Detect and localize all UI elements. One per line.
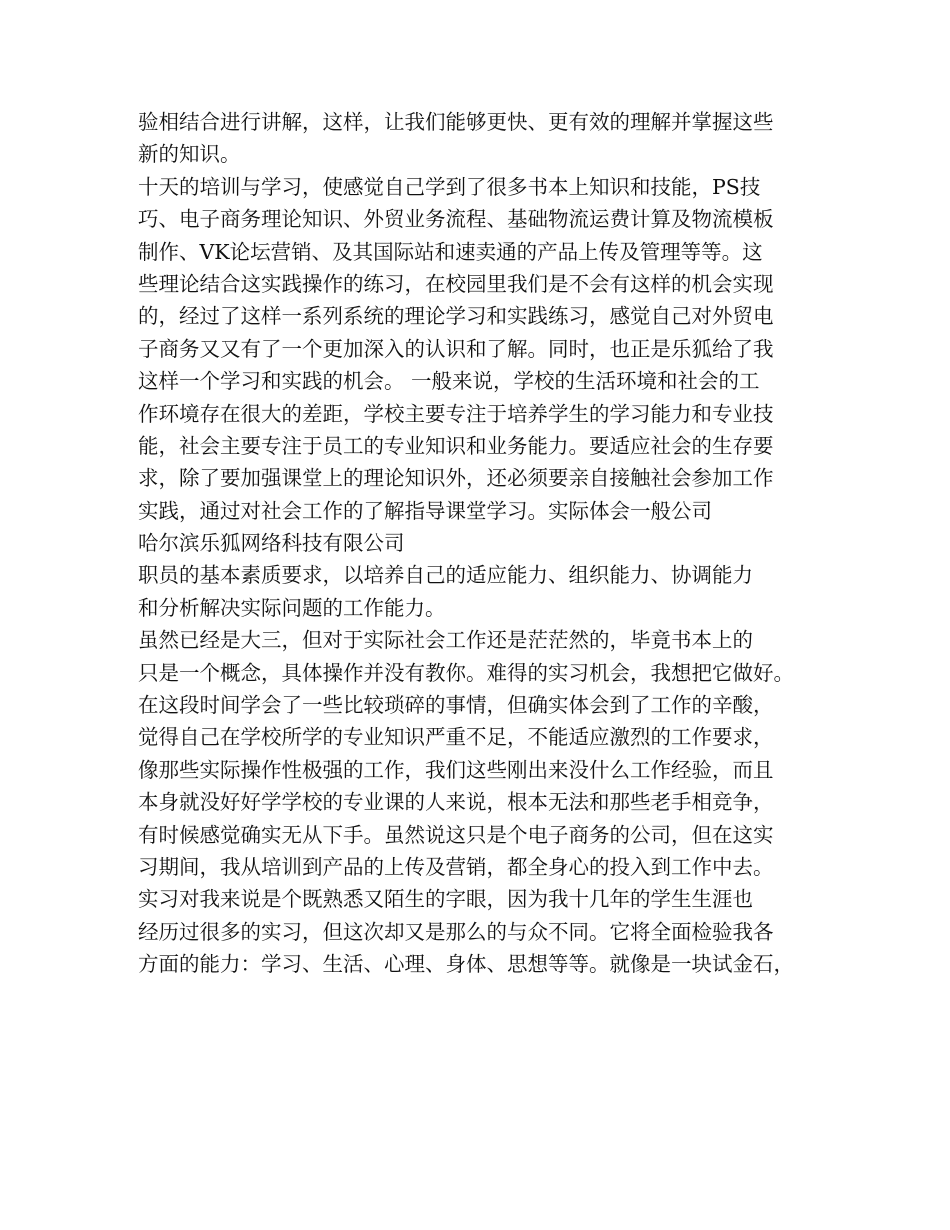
text-line: 本身就没好好学学校的专业课的人来说，根本无法和那些老手相竞争， [138, 790, 774, 815]
document-body [138, 106, 838, 981]
text-line: 实习对我来说是个既熟悉又陌生的字眼，因为我十几年的学生生涯也 [138, 887, 753, 912]
text-line: 些理论结合这实践操作的练习，在校园里我们是不会有这样的机会实现 [138, 271, 774, 296]
text-line: 这样一个学习和实践的机会。 一般来说，学校的生活环境和社会的工 [138, 369, 760, 394]
text-line: 虽然已经是大三，但对于实际社会工作还是茫茫然的，毕竟书本上的 [138, 628, 753, 653]
text-line: 像那些实际操作性极强的工作，我们这些刚出来没什么工作经验，而且 [138, 757, 774, 782]
text-line: 只是一个概念，具体操作并没有教你。难得的实习机会，我想把它做好。 [138, 660, 794, 685]
text-line: 和分析解决实际问题的工作能力。 [138, 595, 446, 620]
text-line: 的，经过了这样一系列系统的理论学习和实践练习，感觉自己对外贸电 [138, 304, 774, 329]
text-line: 十天的培训与学习，使感觉自己学到了很多书本上知识和技能，PS技 [138, 174, 761, 199]
text-line: 巧、电子商务理论知识、外贸业务流程、基础物流运费计算及物流模板 [138, 207, 774, 232]
text-line: 验相结合进行讲解，这样，让我们能够更快、更有效的理解并掌握这些 [138, 110, 774, 134]
text-line: 职员的基本素质要求，以培养自己的适应能力、组织能力、协调能力 [138, 563, 753, 588]
text-line: 子商务又又有了一个更加深入的认识和了解。同时，也正是乐狐给了我 [138, 336, 774, 361]
text-line: 新的知识。 [138, 142, 241, 167]
text-line: 实践，通过对社会工作的了解指导课堂学习。实际体会一般公司 [138, 498, 712, 523]
text-line: 有时候感觉确实无从下手。虽然说这只是个电子商务的公司，但在这实 [138, 822, 774, 847]
text-line: 习期间，我从培训到产品的上传及营销，都全身心的投入到工作中去。 [138, 854, 774, 879]
text-line: 经历过很多的实习，但这次却又是那么的与众不同。它将全面检验我各 [138, 919, 774, 944]
text-line: 觉得自己在学校所学的专业知识严重不足，不能适应激烈的工作要求， [138, 725, 774, 750]
text-line: 方面的能力：学习、生活、心理、身体、思想等等。就像是一块试金石， [138, 952, 794, 977]
text-line: 求，除了要加强课堂上的理论知识外，还必须要亲自接触社会参加工作 [138, 466, 774, 491]
text-line: 制作、VK论坛营销、及其国际站和速卖通的产品上传及管理等等。这 [138, 239, 763, 264]
text-line: 在这段时间学会了一些比较琐碎的事情，但确实体会到了工作的辛酸， [138, 693, 774, 718]
company-name-line: 哈尔滨乐狐网络科技有限公司 [138, 531, 405, 556]
text-line: 能，社会主要专注于员工的专业知识和业务能力。要适应社会的生存要 [138, 433, 774, 458]
text-line: 作环境存在很大的差距，学校主要专注于培养学生的学习能力和专业技 [138, 401, 774, 426]
